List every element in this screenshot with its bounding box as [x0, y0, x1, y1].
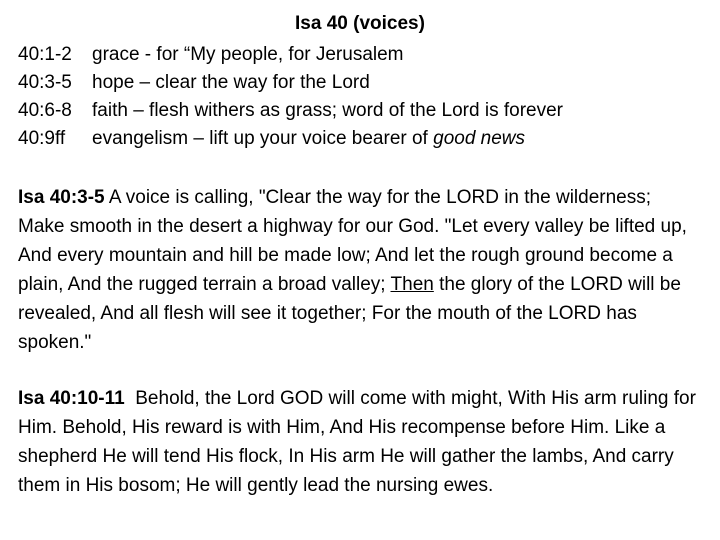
outline-text: hope – clear the way for the Lord [92, 72, 370, 93]
outline-ref: 40:9ff [18, 128, 66, 149]
outline-text [92, 125, 708, 153]
outline-ref: 40:6-8 [18, 100, 72, 121]
passage-text: A voice is calling, "Clear the way for the LORD in the wilderness; Make smooth in the desert a highway for our God. "Let every valley be lifted up, And every mountain and hill be made low; And let the rough ground become a plain, And the rugged terrain a broad valley; [18, 187, 687, 295]
passage-ref: Isa 40:3-5 [18, 187, 105, 208]
outline-ref: 40:3-5 [18, 72, 72, 93]
passage-isa-40-3-5 [18, 183, 702, 357]
outline-item [18, 69, 708, 97]
outline-text: faith – flesh withers as grass; word of the Lord is forever [92, 100, 563, 121]
outline-list [18, 41, 708, 153]
passage-isa-40-10-11 [18, 384, 702, 500]
passage-text-continued: the glory of the LORD will be revealed, And all flesh will see it together; For the mouth of the LORD has spoken." [18, 274, 681, 353]
outline-ref: 40:1-2 [18, 44, 72, 65]
outline-item [18, 97, 708, 125]
outline-item [18, 41, 708, 69]
outline-text-italic: good news [433, 128, 526, 149]
passage-text: Behold, the Lord GOD will come with might, With His arm ruling for Him. Behold, His reward is with Him, And His recompense before Him. Like a shepherd He will tend His flock, In His arm He will gather the lambs, And carry them in His bosom; He will gently lead the nursing ewes. [18, 388, 702, 496]
outline-text-plain: evangelism – lift up your voice bearer of [92, 128, 434, 149]
passage-ref: Isa 40:10-11 [18, 388, 125, 409]
outline-item [18, 125, 708, 153]
slide-title: Isa 40 (voices) [295, 13, 425, 34]
passage-text-underlined: Then [390, 274, 434, 295]
outline-text: grace - for “My people, for Jerusalem [92, 44, 404, 65]
